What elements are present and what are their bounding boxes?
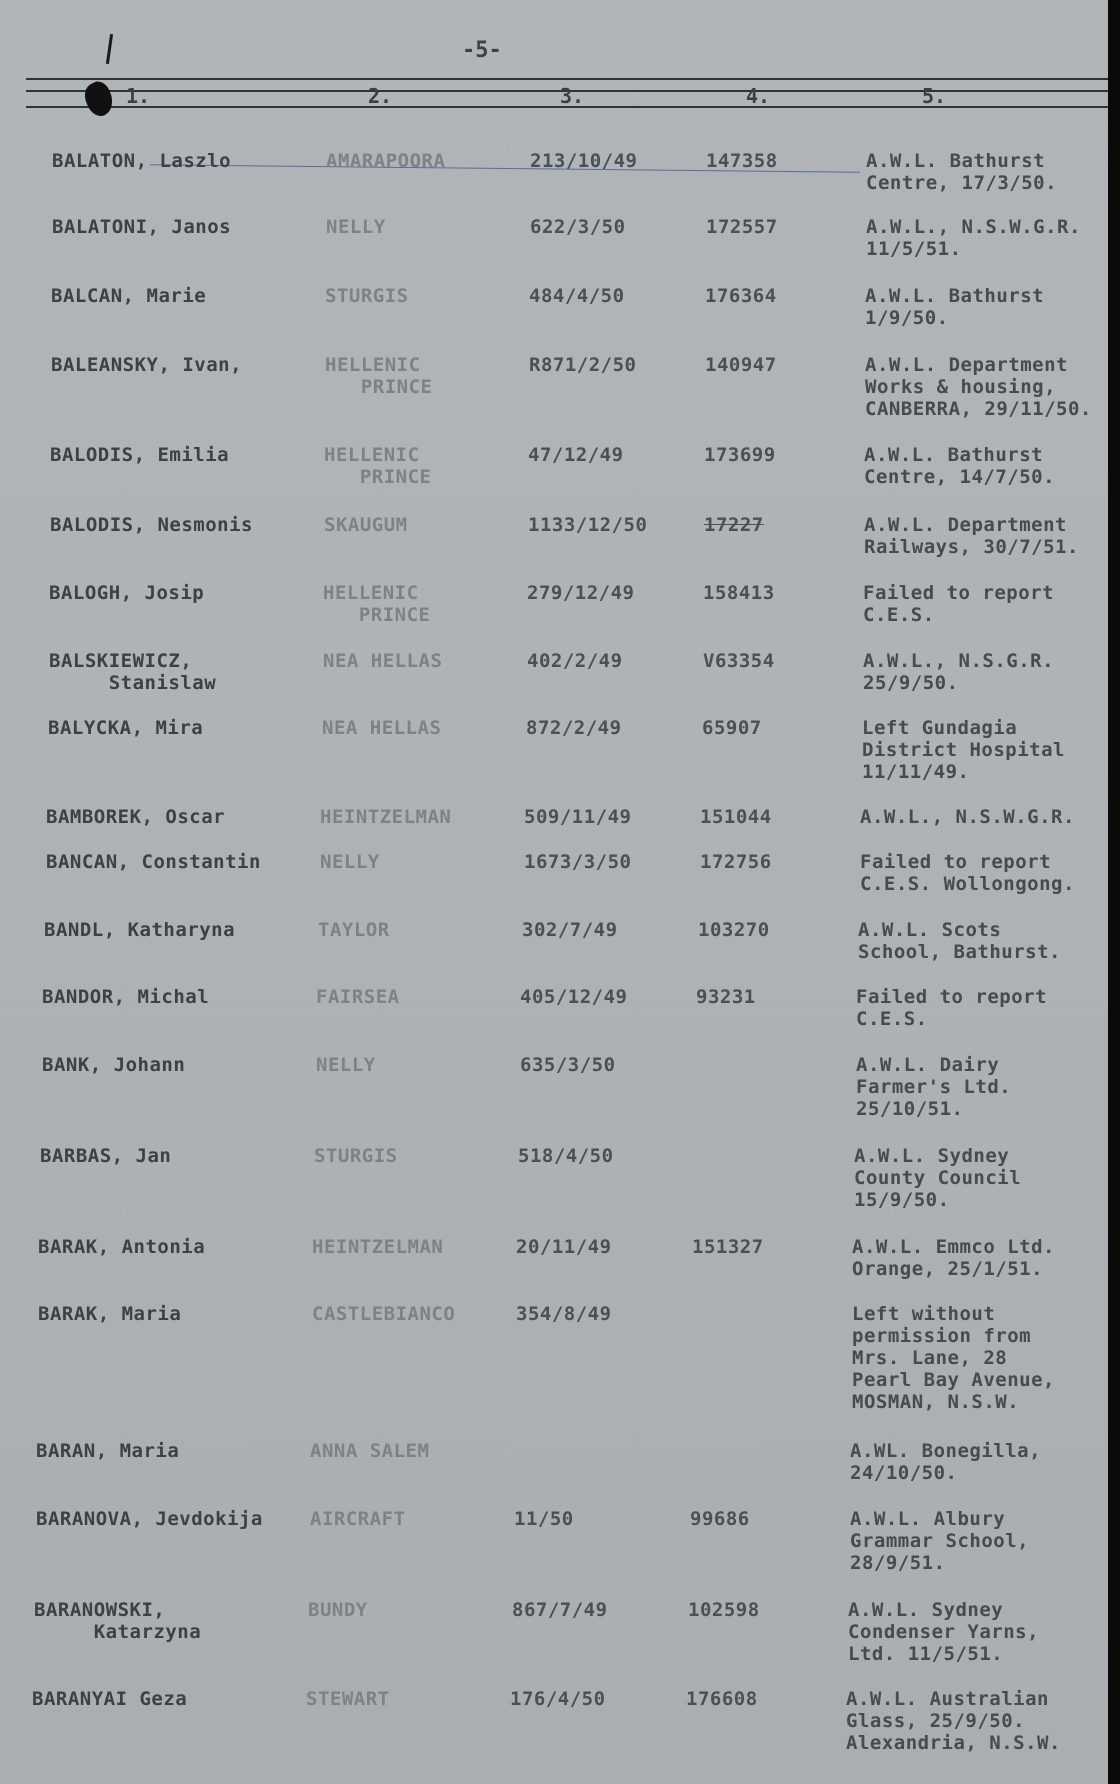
number-cell: 147358 bbox=[706, 150, 778, 172]
name-cell: BALOGH, Josip bbox=[49, 582, 205, 604]
remarks-cell: A.W.L. Emmco Ltd. Orange, 25/1/51. bbox=[852, 1236, 1055, 1280]
reference-cell: 47/12/49 bbox=[528, 444, 624, 466]
ship-cell: AIRCRAFT bbox=[310, 1508, 406, 1530]
reference-cell: 509/11/49 bbox=[524, 806, 632, 828]
pen-mark bbox=[106, 34, 113, 64]
ship-cell: NELLY bbox=[316, 1054, 376, 1076]
column-header-3: 3. bbox=[560, 84, 585, 108]
remarks-cell: Failed to report C.E.S. Wollongong. bbox=[860, 851, 1075, 895]
reference-cell: 354/8/49 bbox=[516, 1303, 612, 1325]
remarks-cell: A.W.L. Bathurst Centre, 14/7/50. bbox=[864, 444, 1056, 488]
name-cell: BARANYAI Geza bbox=[32, 1688, 188, 1710]
reference-cell: 872/2/49 bbox=[526, 717, 622, 739]
remarks-cell: A.WL. Bonegilla, 24/10/50. bbox=[850, 1440, 1042, 1484]
name-cell: BANK, Johann bbox=[42, 1054, 186, 1076]
number-cell: 151044 bbox=[700, 806, 772, 828]
ship-cell: HEINTZELMAN bbox=[312, 1236, 444, 1258]
remarks-cell: A.W.L. Department Works & housing, CANBERRA, 29/11/50. bbox=[865, 354, 1092, 420]
remarks-cell: A.W.L. Bathurst Centre, 17/3/50. bbox=[866, 150, 1058, 194]
reference-cell: 176/4/50 bbox=[510, 1688, 606, 1710]
reference-cell: 1673/3/50 bbox=[524, 851, 632, 873]
remarks-cell: A.W.L. Bathurst 1/9/50. bbox=[865, 285, 1045, 329]
remarks-cell: Failed to report C.E.S. bbox=[856, 986, 1048, 1030]
header-rule-top bbox=[26, 78, 1112, 80]
remarks-cell: A.W.L. Sydney Condenser Yarns, Ltd. 11/5/51. bbox=[848, 1599, 1040, 1665]
remarks-cell: A.W.L. Dairy Farmer's Ltd. 25/10/51. bbox=[856, 1054, 1012, 1120]
ship-cell: STURGIS bbox=[314, 1145, 398, 1167]
number-cell: 176608 bbox=[686, 1688, 758, 1710]
reference-cell: 302/7/49 bbox=[522, 919, 618, 941]
ship-cell: HELLENIC PRINCE bbox=[323, 582, 431, 626]
remarks-cell: A.W.L. Department Railways, 30/7/51. bbox=[864, 514, 1079, 558]
reference-cell: 402/2/49 bbox=[527, 650, 623, 672]
ship-cell: HELLENIC PRINCE bbox=[325, 354, 433, 398]
reference-cell: 518/4/50 bbox=[518, 1145, 614, 1167]
ship-cell: FAIRSEA bbox=[316, 986, 400, 1008]
reference-cell: 213/10/49 bbox=[530, 150, 638, 172]
remarks-cell: A.W.L. Albury Grammar School, 28/9/51. bbox=[850, 1508, 1030, 1574]
name-cell: BARANOWSKI, Katarzyna bbox=[34, 1599, 202, 1643]
ship-cell: SKAUGUM bbox=[324, 514, 408, 536]
reference-cell: 20/11/49 bbox=[516, 1236, 612, 1258]
number-cell: 173699 bbox=[704, 444, 776, 466]
number-cell: 158413 bbox=[703, 582, 775, 604]
name-cell: BALATONI, Janos bbox=[52, 216, 232, 238]
remarks-cell: A.W.L. Sydney County Council 15/9/50. bbox=[854, 1145, 1022, 1211]
name-cell: BALYCKA, Mira bbox=[48, 717, 204, 739]
reference-cell: 279/12/49 bbox=[527, 582, 635, 604]
remarks-cell: A.W.L. Australian Glass, 25/9/50. Alexandria, N.S.W. bbox=[846, 1688, 1061, 1754]
ship-cell: STURGIS bbox=[325, 285, 409, 307]
name-cell: BARBAS, Jan bbox=[40, 1145, 172, 1167]
number-cell: 172557 bbox=[706, 216, 778, 238]
name-cell: BARAN, Maria bbox=[36, 1440, 180, 1462]
reference-cell: 622/3/50 bbox=[530, 216, 626, 238]
number-cell: 172756 bbox=[700, 851, 772, 873]
number-cell: V63354 bbox=[703, 650, 775, 672]
reference-cell: 635/3/50 bbox=[520, 1054, 616, 1076]
page-edge-shadow bbox=[1108, 0, 1120, 1784]
reference-cell: R871/2/50 bbox=[529, 354, 637, 376]
number-cell: 103270 bbox=[698, 919, 770, 941]
name-cell: BANDL, Katharyna bbox=[44, 919, 236, 941]
reference-cell: 405/12/49 bbox=[520, 986, 628, 1008]
reference-cell: 867/7/49 bbox=[512, 1599, 608, 1621]
ship-cell: NELLY bbox=[320, 851, 380, 873]
reference-cell: 484/4/50 bbox=[529, 285, 625, 307]
name-cell: BALEANSKY, Ivan, bbox=[51, 354, 243, 376]
remarks-cell: Left without permission from Mrs. Lane, 28 Pearl Bay Avenue, MOSMAN, N.S.W. bbox=[852, 1303, 1055, 1413]
ship-cell: ANNA SALEM bbox=[310, 1440, 430, 1462]
ship-cell: CASTLEBIANCO bbox=[312, 1303, 456, 1325]
column-header-2: 2. bbox=[368, 84, 393, 108]
number-cell: 176364 bbox=[705, 285, 777, 307]
column-header-5: 5. bbox=[922, 84, 947, 108]
ship-cell: AMARAPOORA bbox=[326, 150, 446, 172]
number-cell: 102598 bbox=[688, 1599, 760, 1621]
number-cell: 93231 bbox=[696, 986, 756, 1008]
ship-cell: BUNDY bbox=[308, 1599, 368, 1621]
remarks-cell: A.W.L., N.S.G.R. 25/9/50. bbox=[863, 650, 1055, 694]
ship-cell: STEWART bbox=[306, 1688, 390, 1710]
number-cell: 17227 bbox=[704, 514, 764, 536]
name-cell: BAMBOREK, Oscar bbox=[46, 806, 226, 828]
name-cell: BARAK, Maria bbox=[38, 1303, 182, 1325]
remarks-cell: A.W.L. Scots School, Bathurst. bbox=[858, 919, 1061, 963]
name-cell: BARANOVA, Jevdokija bbox=[36, 1508, 263, 1530]
name-cell: BANCAN, Constantin bbox=[46, 851, 261, 873]
number-cell: 151327 bbox=[692, 1236, 764, 1258]
number-cell: 140947 bbox=[705, 354, 777, 376]
ship-cell: NEA HELLAS bbox=[323, 650, 443, 672]
remarks-cell: Left Gundagia District Hospital 11/11/49. bbox=[862, 717, 1065, 783]
name-cell: BALODIS, Emilia bbox=[50, 444, 230, 466]
column-header-4: 4. bbox=[746, 84, 771, 108]
number-cell: 65907 bbox=[702, 717, 762, 739]
ship-cell: HEINTZELMAN bbox=[320, 806, 452, 828]
ink-blot bbox=[80, 78, 118, 120]
name-cell: BARAK, Antonia bbox=[38, 1236, 206, 1258]
name-cell: BALODIS, Nesmonis bbox=[50, 514, 253, 536]
ship-cell: NELLY bbox=[326, 216, 386, 238]
remarks-cell: Failed to report C.E.S. bbox=[863, 582, 1055, 626]
name-cell: BALCAN, Marie bbox=[51, 285, 207, 307]
ship-cell: NEA HELLAS bbox=[322, 717, 442, 739]
reference-cell: 11/50 bbox=[514, 1508, 574, 1530]
name-cell: BALSKIEWICZ, Stanislaw bbox=[49, 650, 217, 694]
remarks-cell: A.W.L., N.S.W.G.R. 11/5/51. bbox=[866, 216, 1081, 260]
ship-cell: TAYLOR bbox=[318, 919, 390, 941]
number-cell: 99686 bbox=[690, 1508, 750, 1530]
name-cell: BALATON, Laszlo bbox=[52, 150, 232, 172]
ship-cell: HELLENIC PRINCE bbox=[324, 444, 432, 488]
remarks-cell: A.W.L., N.S.W.G.R. bbox=[860, 806, 1075, 828]
column-header-1: 1. bbox=[126, 84, 151, 108]
name-cell: BANDOR, Michal bbox=[42, 986, 210, 1008]
page-number: -5- bbox=[462, 38, 502, 63]
reference-cell: 1133/12/50 bbox=[528, 514, 648, 536]
